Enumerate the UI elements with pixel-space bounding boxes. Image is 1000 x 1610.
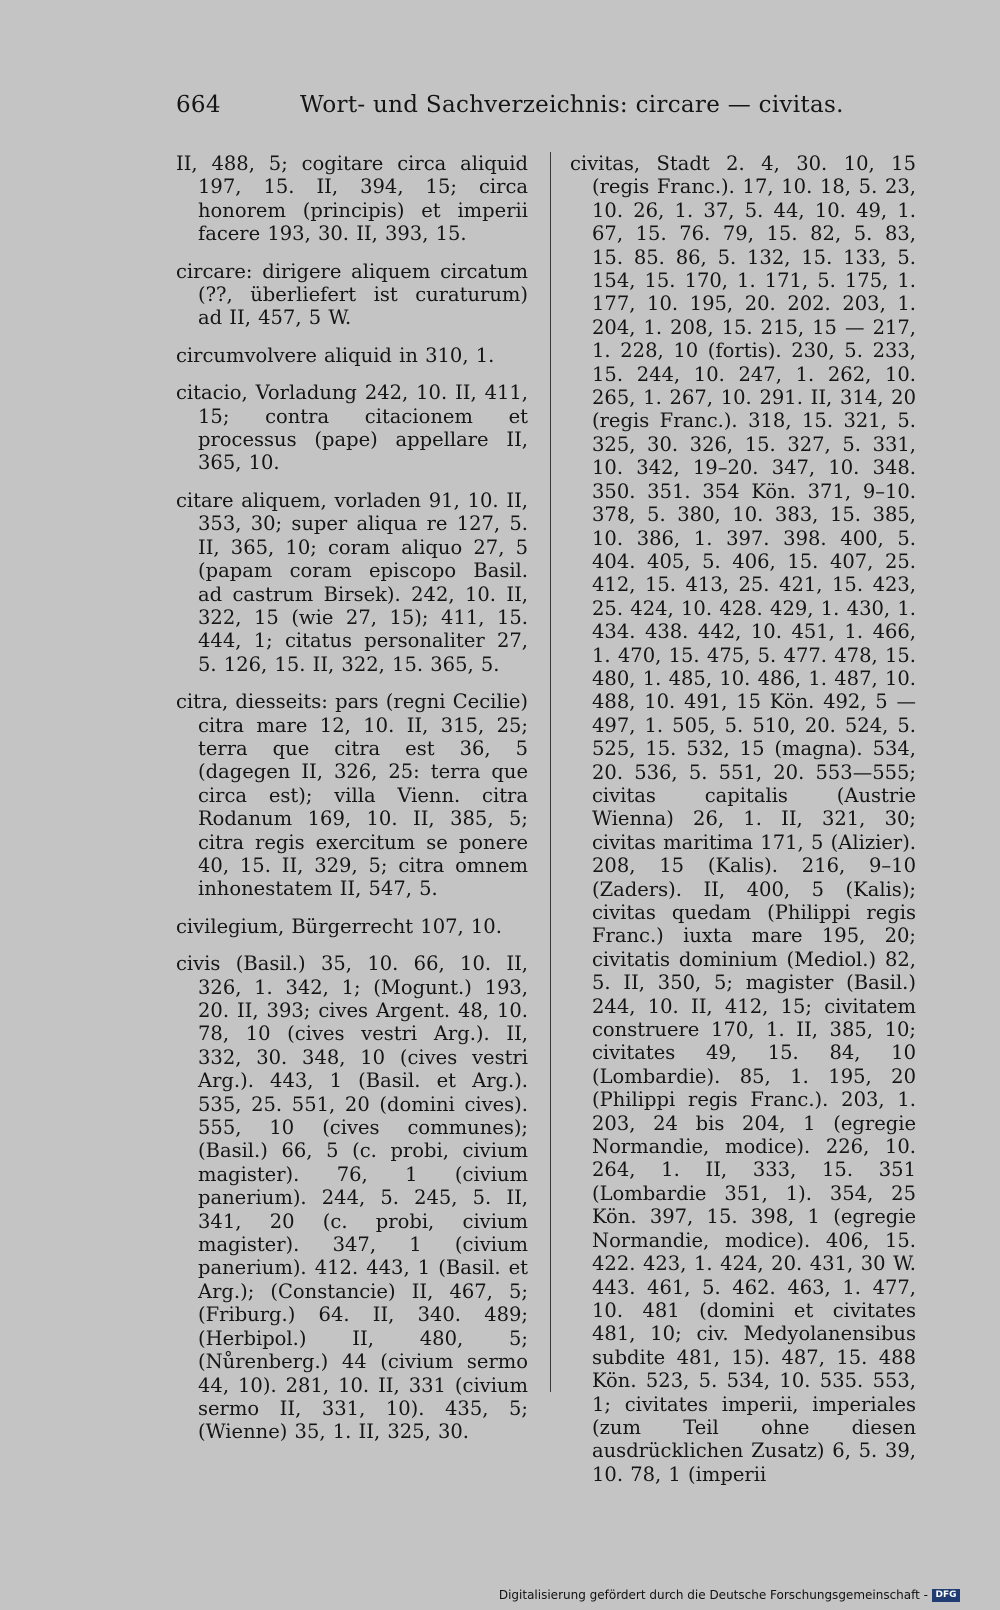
index-entry-civilegium: civilegium, Bürgerrecht 107, 10. [176,914,502,938]
index-entry-citare: citare aliquem, vorladen 91, 10. II, 353, 30; super aliqua re 127, 5. II, 365, 10; coram aliquo 27, 5 (papam coram episcopo Basil. ad castrum Birsek). 242, 10. II, 322, 15 (wie 27, 15); 411, 15. 444, 1; citatus personaliter 27, 5. 126, 15. II, 322, 15. 365, 5. [176,488,528,676]
index-entry-circare: circare: dirigere aliquem circatum (??, überliefert ist curaturum) ad II, 457, 5 W. [176,259,528,330]
column-divider [550,152,551,1392]
index-entry-citacio: citacio, Vorladung 242, 10. II, 411, 15; contra citacionem et processus (pape) appellare II, 365, 10. [176,381,528,475]
footer-text: Digitalisierung gefördert durch die Deutsche Forschungsgemeinschaft - [498,1588,928,1602]
index-entry-citra: citra, diesseits: pars (regni Cecilie) citra mare 12, 10. II, 315, 25; terra que citra est 36, 5 (dagegen II, 326, 25: terra que circa est); villa Vienn. citra Rodanum 169, 10. II, 385, 5; citra regis exercitum se ponere 40, 15. II, 329, 5; citra omnem inhonestatem II, 547, 5. [176,690,528,901]
right-column [570,152,916,1486]
dfg-logo-icon: DFG [932,1589,960,1602]
digitization-footer [499,1588,960,1606]
index-entry-circumvolvere: circumvolvere aliquid in 310, 1. [176,343,495,367]
running-title: Wort- und Sachverzeichnis: circare — civitas. [300,92,844,118]
index-entry-civitas: civitas, Stadt 2. 4, 30. 10, 15 (regis Franc.). 17, 10. 18, 5. 23, 10. 26, 1. 37, 5. 44, 10. 49, 1. 67, 15. 76. 79, 15. 82, 5. 83, 15. 85. 86, 5. 132, 15. 133, 5. 154, 15. 170, 1. 171, 5. 175, 1. 177, 10. 195, 20. 202. 203, 1. 204, 1. 208, 15. 215, 15 — 217, 1. 228, 10 (fortis). 230, 5. 233, 15. 244, 10. 247, 1. 262, 10. 265, 1. 267, 10. 291. II, 314, 20 (regis Franc.). 318, 15. 321, 5. 325, 30. 326, 15. 327, 5. 331, 10. 342, 19–20. 347, 10. 348. 350. 351. 354 Kön. 371, 9–10. 378, 5. 380, 10. 383, 15. 385, 10. 386, 1. 397. 398. 400, 5. 404. 405, 5. 406, 15. 407, 25. 412, 15. 413, 25. 421, 15. 423, 25. 424, 10. 428. 429, 1. 430, 1. 434. 438. 442, 10. 451, 1. 466, 1. 470, 15. 475, 5. 477. 478, 15. 480, 1. 485, 10. 486, 1. 487, 10. 488, 10. 491, 15 Kön. 492, 5 — 497, 1. 505, 5. 510, 20. 524, 5. 525, 15. 532, 15 (magna). 534, 20. 536, 5. 551, 20. 553—555; civitas capitalis (Austrie Wienna) 26, 1. II, 321, 30; civitas maritima 171, 5 (Alizier). 208, 15 (Kalis). 216, 9–10 (Zaders). II, 400, 5 (Kalis); civitas quedam (Philippi regis Franc.) iuxta mare 195, 20; civitatis dominium (Mediol.) 82, 5. II, 350, 5; magister (Basil.) 244, 10. II, 412, 15; civitatem construere 170, 1. II, 385, 10; civitates 49, 15. 84, 10 (Lombardie). 85, 1. 195, 20 (Philippi regis Franc.). 203, 1. 203, 24 bis 204, 1 (egregie Normandie, modice). 226, 10. 264, 1. II, 333, 15. 351 (Lombardie 351, 1). 354, 25 Kön. 397, 15. 398, 1 (egregie Normandie, modice). 406, 15. 422. 423, 1. 424, 20. 431, 30 W. 443. 461, 5. 462. 463, 1. 477, 10. 481 (domini et civitates 481, 10; civ. Medyolanensibus subdite 481, 15). 487, 15. 488 Kön. 523, 5. 534, 10. 535. 553, 1; civitates imperii, imperiales (zum Teil ohne diesen ausdrücklichen Zusatz) 6, 5. 39, 10. 78, 1 (imperii [570,152,916,1486]
page-header [176,92,916,124]
left-column [176,152,528,1444]
page-number: 664 [176,92,221,118]
index-entry-continuation: II, 488, 5; cogitare circa aliquid 197, 15. II, 394, 15; circa honorem (principis) et imperii facere 193, 30. II, 393, 15. [176,152,528,246]
index-entry-civis: civis (Basil.) 35, 10. 66, 10. II, 326, 1. 342, 1; (Mogunt.) 193, 20. II, 393; cives Argent. 48, 10. 78, 10 (cives vestri Arg.). II, 332, 30. 348, 10 (cives vestri Arg.). 443, 1 (Basil. et Arg.). 535, 25. 551, 20 (domini cives). 555, 10 (cives communes); (Basil.) 66, 5 (c. probi, civium magister). 76, 1 (civium panerium). 244, 5. 245, 5. II, 341, 20 (c. probi, civium magister). 347, 1 (civium panerium). 412. 443, 1 (Basil. et Arg.); (Constancie) II, 467, 5; (Friburg.) 64. II, 340. 489; (Herbipol.) II, 480, 5; (Nůrenberg.) 44 (civium sermo 44, 10). 281, 10. II, 331 (civium sermo II, 331, 10). 435, 5; (Wienne) 35, 1. II, 325, 30. [176,952,528,1444]
